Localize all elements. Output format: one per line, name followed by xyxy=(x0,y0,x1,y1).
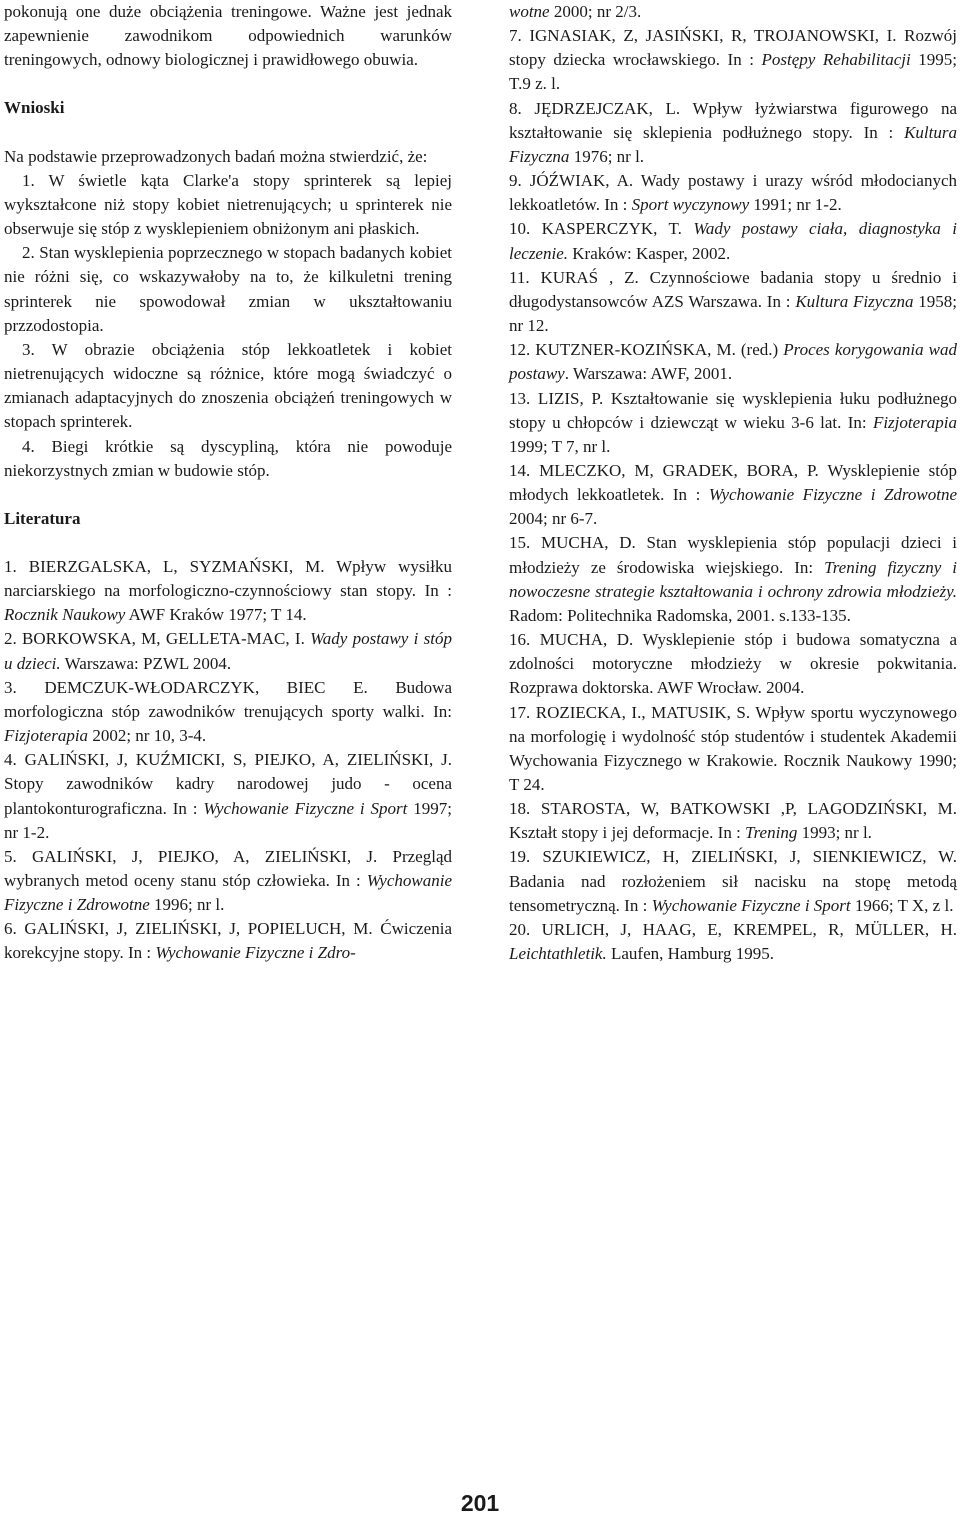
conclusion-item: 2. Stan wysklepienia poprzecznego w stopach badanych kobiet nie różni się, co wskazywałoby na to, że kilkuletni trening sprinterek nie spowodował zmian w ukształtowaniu przzodostopia. xyxy=(4,243,452,335)
reference-list xyxy=(509,24,957,966)
reference-item: 20. URLICH, J, HAAG, E, KREMPEL, R, MÜLLER, H. Leichtathletik. Laufen, Hamburg 1995. xyxy=(509,919,957,964)
page-number: 201 xyxy=(460,1490,500,1516)
reference-item: 2. BORKOWSKA, M, GELLETA-MAC, I. Wady postawy i stóp u dzieci. Warszawa: PZWL 2004. xyxy=(4,629,452,673)
reference-list xyxy=(4,555,452,966)
reference-item: 6. GALIŃSKI, J, ZIELIŃSKI, J, POPIELUCH, M. Ćwiczenia korekcyjne stopy. In : Wychowanie Fizyczne i Zdro- xyxy=(4,919,452,963)
literature-heading: Literatura xyxy=(4,508,81,528)
right-column xyxy=(509,0,957,966)
reference-item: 7. IGNASIAK, Z, JASIŃSKI, R, TROJANOWSKI, I. Rozwój stopy dziecka wrocławskiego. In : Postępy Rehabilitacji 1995; T.9 z. l. xyxy=(509,26,957,94)
reference-item: 18. STAROSTA, W, BATKOWSKI ,P, LAGODZIŃSKI, M. Kształt stopy i jej deformacje. In : Trening 1993; nr l. xyxy=(509,799,957,843)
intro-paragraph: pokonują one duże obciążenia treningowe. Ważne jest jednak zapewnienie zawodnikom odpowiednich warunków treningowych, odnowy biologicznej i prawidłowego obuwia. xyxy=(4,2,452,70)
conclusion-item: 4. Biegi krótkie są dyscypliną, która nie powoduje niekorzystnych zmian w budowie stóp. xyxy=(4,436,452,480)
conclusions-lead: Na podstawie przeprowadzonych badań można stwierdzić, że: xyxy=(4,146,428,166)
reference-item: 13. LIZIS, P. Kształtowanie się wysklepienia łuku podłużnego stopy u chłopców i dziewcząt w wieku 3-6 lat. In: Fizjoterapia 1999; T 7, nr l. xyxy=(509,388,957,456)
reference-item: 12. KUTZNER-KOZIŃSKA, M. (red.) Proces korygowania wad postawy. Warszawa: AWF, 2001. xyxy=(509,340,958,384)
reference-item: 16. MUCHA, D. Wysklepienie stóp i budowa somatyczna a zdolności motoryczne młodzieży w okresie pokwitania. Rozprawa doktorska. AWF Wrocław. 2004. xyxy=(509,630,957,698)
left-column xyxy=(4,0,452,966)
reference-item: 4. GALIŃSKI, J, KUŹMICKI, S, PIEJKO, A, ZIELIŃSKI, J. Stopy zawodników kadry narodowej judo - ocena plantokonturograficzna. In : Wychowanie Fizyczne i Sport 1997; nr 1-2. xyxy=(4,750,452,842)
reference-item: 11. KURAŚ , Z. Czynnościowe badania stopy u średnio i długodystansowców AZS Warszawa. In : Kultura Fizyczna 1958; nr 12. xyxy=(509,267,958,336)
reference-item: 9. JÓŹWIAK, A. Wady postawy i urazy wśród młodocianych lekkoatletów. In : Sport wyczynowy 1991; nr 1-2. xyxy=(509,171,957,215)
reference-continuation: wotne 2000; nr 2/3. xyxy=(509,2,642,21)
reference-item: 19. SZUKIEWICZ, H, ZIELIŃSKI, J, SIENKIEWICZ, W. Badania nad rozłożeniem sił nacisku na stopę metodą tensometryczną. In : Wychowanie Fizyczne i Sport 1966; T X, z l. xyxy=(509,847,957,915)
reference-item: 3. DEMCZUK-WŁODARCZYK, BIEC E. Budowa morfologiczna stóp zawodników trenujących sporty walki. In: Fizjoterapia 2002; nr 10, 3-4. xyxy=(4,677,452,746)
reference-item: 15. MUCHA, D. Stan wysklepienia stóp populacji dzieci i młodzieży ze środowiska wiejskiego. In: Trening fizyczny i nowoczesne strategie kształtowania i ochrony zdrowia młodzieży. Radom: Politechnika Radomska, 2001. s.133-135. xyxy=(509,533,957,625)
reference-item: 14. MLECZKO, M, GRADEK, BORA, P. Wysklepienie stóp młodych lekkoatletek. In : Wychowanie Fizyczne i Zdrowotne 2004; nr 6-7. xyxy=(509,460,957,529)
reference-item: 17. ROZIECKA, I., MATUSIK, S. Wpływ sportu wyczynowego na morfologię i wydolność stóp studentów i studentek Akademii Wychowania Fizycznego w Krakowie. Rocznik Naukowy 1990; T 24. xyxy=(509,702,957,794)
reference-item: 8. JĘDRZEJCZAK, L. Wpływ łyżwiarstwa figurowego na kształtowanie się sklepienia podłużnego stopy. In : Kultura Fizyczna 1976; nr l. xyxy=(509,98,957,166)
conclusion-item: 1. W świetle kąta Clarke'a stopy sprinterek są lepiej wykształcone niż stopy kobiet nietrenujących; u sprinterek nie obserwuje się stóp z wysklepieniem obniżonym ani płaskich. xyxy=(4,170,452,239)
conclusion-item: 3. W obrazie obciążenia stóp lekkoatletek i kobiet nietrenujących widoczne są różnice, które mogą świadczyć o zmianach adaptacyjnych do znoszenia obciążeń treningowych w stopach sprinterek. xyxy=(4,339,452,432)
reference-item: 10. KASPERCZYK, T. Wady postawy ciała, diagnostyka i leczenie. Kraków: Kasper, 2002. xyxy=(509,219,957,263)
reference-item: 1. BIERZGALSKA, L, SYZMAŃSKI, M. Wpływ wysiłku narciarskiego na morfologiczno-czynnościowy stan stopy. In : Rocznik Naukowy AWF Kraków 1977; T 14. xyxy=(4,556,452,625)
conclusions-heading: Wnioski xyxy=(4,98,65,118)
reference-item: 5. GALIŃSKI, J, PIEJKO, A, ZIELIŃSKI, J. Przegląd wybranych metod oceny stanu stóp człowieka. In : Wychowanie Fizyczne i Zdrowotne 1996; nr l. xyxy=(4,846,452,915)
